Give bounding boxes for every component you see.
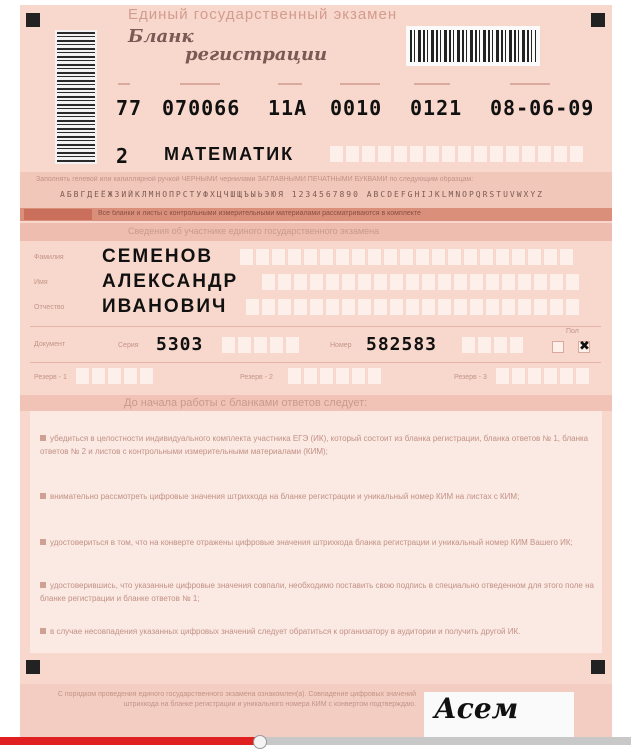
notice-line: Все бланки и листы с контрольными измерительными материалами рассматриваются в комплекте (98, 210, 421, 217)
before-start-item: удостоверившись, что указанные цифровые значения совпали, необходимо поставить свою подпись в специально отведенном для этого поле на бланке регистрации и бланке ответов № 1; (40, 581, 594, 603)
instructions-line: Заполнять гелевой или капиллярной ручкой ЧЕРНЫМИ чернилами ЗАГЛАВНЫМИ ПЕЧАТНЫМИ БУКВАМИ по следующим образцам: (36, 176, 474, 183)
series-empty-cells (222, 337, 299, 353)
region-code: 77 (116, 96, 143, 120)
patronymic-empty-cells (246, 299, 579, 315)
corner-marker-bottom-right (591, 660, 605, 674)
video-progress-bar[interactable] (0, 737, 631, 745)
series-label: Серия (118, 342, 139, 349)
form-barcode (406, 26, 540, 66)
last-name-value: СЕМЕНОВ (102, 246, 214, 267)
before-start-item: в случае несовпадения указанных цифровых значений следует обратиться к организатору в аудитории и получить другой ИК. (40, 625, 595, 638)
video-scrubber-handle[interactable] (253, 735, 267, 749)
video-progress-fill (0, 737, 259, 745)
sample-letters: АБВГДЕЁЖЗИЙКЛМНОПРСТУФХЦЧШЩЪЫЬЭЮЯ 1234567890 ABCDEFGHIJKLMNOPQRSTUVWXYZ (60, 190, 544, 199)
exam-date: 08-06-09 (490, 96, 595, 120)
before-start-item: внимательно рассмотреть цифровые значения штрихкода на бланке регистрации и уникальный номер КИМ на листах с КИМ; (40, 490, 595, 503)
gender-label: Пол (566, 328, 579, 335)
form-title-line2: регистрации (185, 44, 328, 65)
code-row-captions (118, 80, 588, 88)
last-name-label: Фамилия (34, 254, 64, 261)
corner-marker-bottom-left (26, 660, 40, 674)
bullet-icon (40, 435, 46, 441)
before-start-item: удостовериться в том, что на конверте отражены цифровые значения штрихкода бланка регистрации и уникальный номер КИМ Вашего ИК; (40, 536, 595, 549)
reserve-3-cells (496, 368, 589, 384)
document-number: 582583 (366, 334, 438, 355)
first-name-value: АЛЕКСАНДР (102, 271, 239, 292)
footer-note: С порядком проведения единого государственного экзамена ознакомлен(а). Совпадение цифровых значений штрихкода на бланке регистрации и уникального номера КИМ с конвертом подтверждаю. (57, 691, 416, 708)
notice-tag (24, 209, 92, 220)
bullet-icon (40, 539, 46, 545)
exam-title: Единый государственный экзамен (128, 6, 398, 23)
corner-marker-top-right (591, 13, 605, 27)
participant-section-title: Сведения об участнике единого государственного экзамена (128, 226, 380, 236)
reserve-1-label: Резерв - 1 (34, 374, 67, 381)
subject-name: МАТЕМАТИК (164, 144, 295, 164)
patronymic-label: Отчество (34, 304, 65, 311)
audience-code: 0121 (410, 96, 463, 120)
class-code: 11А (268, 96, 308, 120)
form-title-line1: Бланк (128, 26, 194, 47)
patronymic-value: ИВАНОВИЧ (102, 296, 228, 317)
reserve-3-label: Резерв - 3 (454, 374, 487, 381)
last-name-empty-cells (240, 249, 573, 265)
before-start-item: убедиться в целостности индивидуального комплекта участника ЕГЭ (ИК), который состоит из бланка регистрации, бланка ответов № 1, бланка ответов № 2 и листов с контрольными измерительными материалами (КИМ); (40, 434, 589, 456)
participant-signature: Асем (434, 692, 519, 725)
corner-marker-top-left (26, 13, 40, 27)
reserve-2-cells (288, 368, 381, 384)
vertical-barcode (55, 30, 97, 164)
document-label: Документ (34, 341, 66, 348)
gender-checkbox-male[interactable] (552, 341, 564, 353)
number-label: Номер (330, 342, 352, 349)
separator-line (30, 326, 601, 327)
audience-point-code: 0010 (330, 96, 383, 120)
reserve-2-label: Резерв - 2 (240, 374, 273, 381)
school-code: 070066 (162, 96, 241, 120)
bullet-icon (40, 628, 46, 634)
reserve-1-cells (76, 368, 153, 384)
before-start-title: До начала работы с бланками ответов следует: (124, 397, 368, 409)
bullet-icon (40, 582, 46, 588)
subject-empty-cells (330, 146, 583, 162)
bullet-icon (40, 493, 46, 499)
gender-mark: ✖ (579, 338, 590, 353)
subject-code: 2 (116, 144, 130, 168)
document-series: 5303 (156, 334, 204, 355)
separator-line (30, 362, 601, 363)
first-name-label: Имя (34, 279, 48, 286)
first-name-empty-cells (262, 274, 579, 290)
number-empty-cells (462, 337, 523, 353)
